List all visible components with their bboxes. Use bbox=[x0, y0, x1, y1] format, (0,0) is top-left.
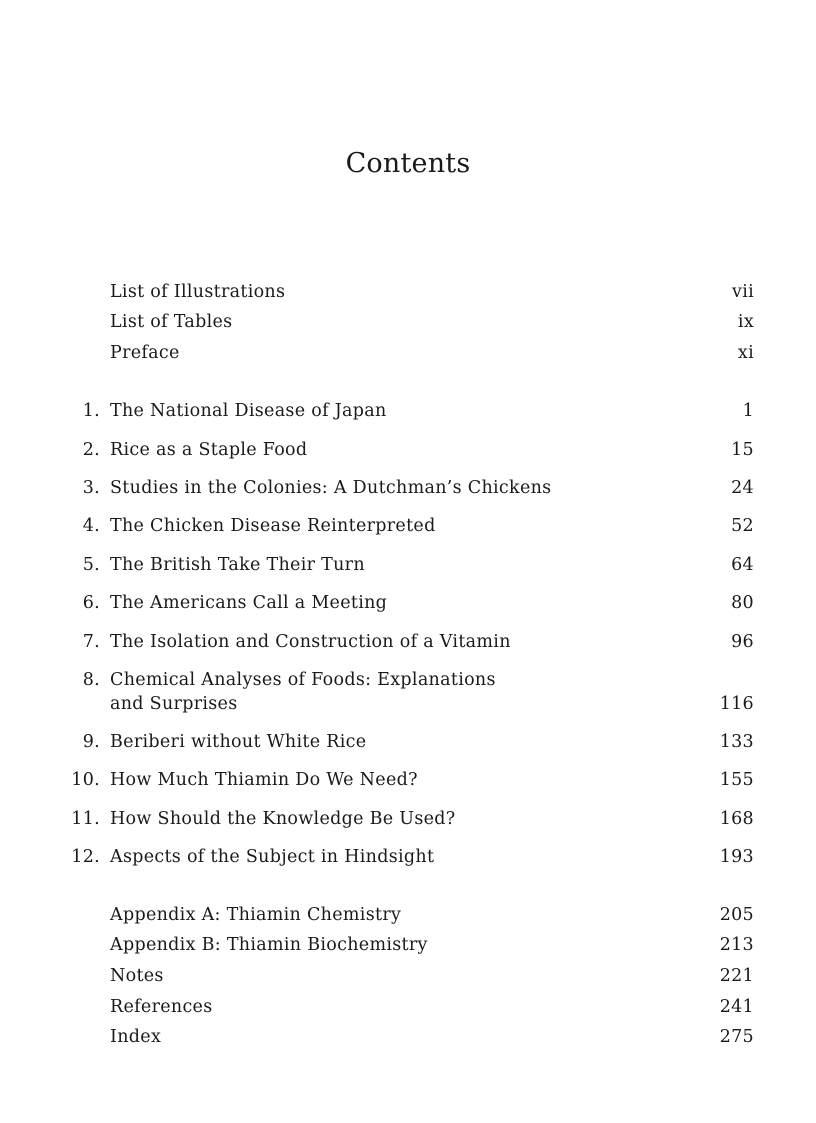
chapter-number: 12. bbox=[71, 847, 100, 867]
chapter-number: 4. bbox=[82, 516, 100, 536]
chapter-page: 80 bbox=[731, 593, 754, 613]
chapter-title: Aspects of the Subject in Hindsight bbox=[110, 847, 435, 867]
chapter-title: How Should the Knowledge Be Used? bbox=[110, 809, 456, 829]
chapter-page: 64 bbox=[731, 555, 754, 575]
entry-page: 205 bbox=[719, 905, 754, 925]
entry-title: Appendix A: Thiamin Chemistry bbox=[110, 905, 402, 925]
chapter-title: Studies in the Colonies: A Dutchman’s Chickens bbox=[110, 478, 552, 498]
entry-page: vii bbox=[732, 282, 754, 302]
chapter-page: 133 bbox=[719, 732, 754, 752]
entry-page: ix bbox=[737, 312, 754, 332]
entry-title: References bbox=[110, 997, 213, 1017]
chapter-title: How Much Thiamin Do We Need? bbox=[110, 770, 418, 790]
chapter-page: 52 bbox=[731, 516, 754, 536]
chapter-title: Rice as a Staple Food bbox=[110, 440, 308, 460]
entry-page: 241 bbox=[719, 997, 754, 1017]
chapter-number: 11. bbox=[71, 809, 100, 829]
entry-page: xi bbox=[737, 343, 754, 363]
chapter-number: 7. bbox=[82, 632, 100, 652]
entry-page: 275 bbox=[719, 1027, 754, 1047]
page-title: Contents bbox=[345, 148, 471, 179]
chapter-title: The Chicken Disease Reinterpreted bbox=[110, 516, 436, 536]
chapter-number: 10. bbox=[71, 770, 100, 790]
entry-page: 221 bbox=[719, 966, 754, 986]
chapter-page: 155 bbox=[719, 770, 754, 790]
chapter-title: Beriberi without White Rice bbox=[110, 732, 367, 752]
entry-title: List of Illustrations bbox=[110, 282, 286, 302]
chapter-number: 9. bbox=[82, 732, 100, 752]
entry-title: Notes bbox=[110, 966, 164, 986]
toc-chapter-8 bbox=[60, 668, 754, 716]
chapter-title bbox=[110, 668, 630, 716]
chapter-title: The Americans Call a Meeting bbox=[110, 593, 388, 613]
chapter-page: 15 bbox=[731, 440, 754, 460]
chapter-number: 8. bbox=[82, 670, 100, 690]
chapter-number: 1. bbox=[82, 401, 100, 421]
chapter-number: 2. bbox=[82, 440, 100, 460]
chapter-page: 1 bbox=[742, 401, 754, 421]
chapter-page: 168 bbox=[719, 809, 754, 829]
entry-title: Appendix B: Thiamin Biochemistry bbox=[110, 935, 428, 955]
entry-title: Index bbox=[110, 1027, 162, 1047]
chapter-title: The Isolation and Construction of a Vitamin bbox=[110, 632, 511, 652]
chapter-page: 24 bbox=[731, 478, 754, 498]
chapter-title-line-2: and Surprises bbox=[110, 694, 238, 714]
chapter-page: 193 bbox=[719, 847, 754, 867]
chapter-title-line-1: Chemical Analyses of Foods: Explanations bbox=[110, 670, 496, 690]
chapter-page: 116 bbox=[719, 694, 754, 714]
chapter-number: 3. bbox=[82, 478, 100, 498]
chapter-title: The British Take Their Turn bbox=[110, 555, 365, 575]
entry-title: Preface bbox=[110, 343, 180, 363]
chapter-title: The National Disease of Japan bbox=[110, 401, 387, 421]
entry-page: 213 bbox=[719, 935, 754, 955]
entry-title: List of Tables bbox=[110, 312, 233, 332]
chapter-number: 5. bbox=[82, 555, 100, 575]
chapter-number: 6. bbox=[82, 593, 100, 613]
chapter-page: 96 bbox=[731, 632, 754, 652]
